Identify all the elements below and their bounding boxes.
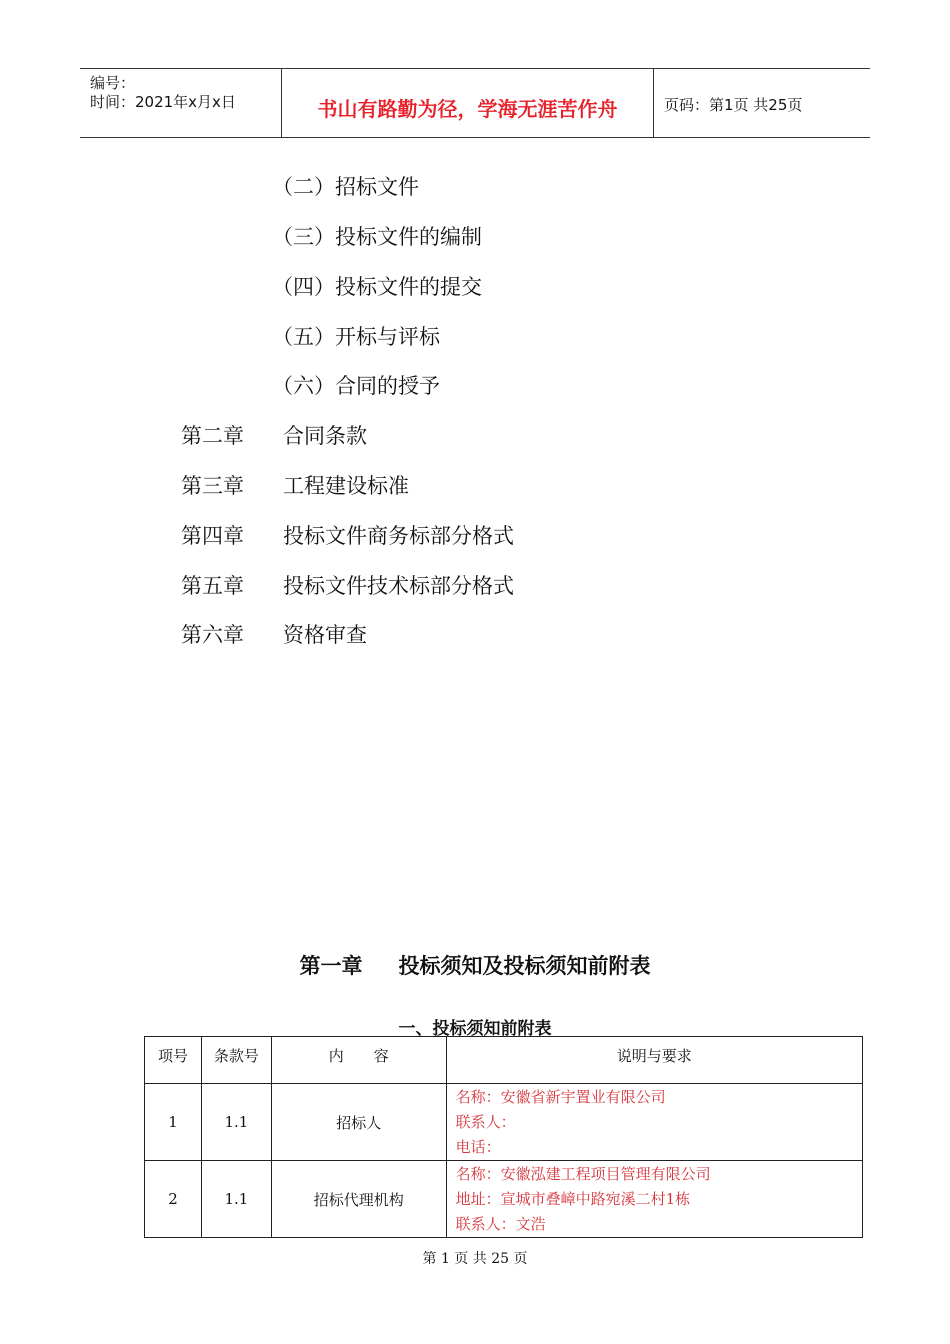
toc-chapter (181, 520, 514, 550)
requirement-line: 电话： (455, 1138, 501, 1156)
header-page-cell (654, 69, 870, 137)
table-header-cell: 内 容 (271, 1037, 446, 1084)
document-number-label: 编号： (90, 74, 136, 92)
toc-chapter-number: 第三章 (181, 474, 244, 498)
toc-chapter (181, 470, 409, 500)
bid-notice-table (144, 1036, 863, 1238)
toc-chapter (181, 619, 367, 649)
table-cell-clause: 1.1 (201, 1161, 271, 1238)
toc-subitem: （四）投标文件的提交 (272, 275, 482, 299)
toc-chapter-number: 第六章 (181, 623, 244, 647)
toc-chapter-number: 第五章 (181, 574, 244, 598)
table-cell-clause: 1.1 (201, 1084, 271, 1161)
table-header-row (145, 1037, 863, 1084)
requirement-line: 名称：安徽泓建工程项目管理有限公司 (455, 1165, 711, 1183)
table-cell-requirements (446, 1161, 862, 1238)
document-time: 时间：2021年x月x日 (90, 93, 236, 111)
toc-chapter (181, 420, 367, 450)
section-heading: 一、投标须知前附表 (398, 1019, 552, 1039)
toc-chapter-title: 投标文件技术标部分格式 (283, 574, 514, 598)
toc-chapter-title: 合同条款 (283, 424, 367, 448)
toc-subitem: （三）投标文件的编制 (272, 225, 482, 249)
toc-subitem: （六）合同的授予 (272, 374, 440, 398)
requirement-line: 联系人：文浩 (455, 1215, 546, 1233)
toc-chapter-number: 第二章 (181, 424, 244, 448)
page-footer: 第 1 页 共 25 页 (422, 1251, 528, 1267)
table-cell-content: 招标人 (271, 1084, 446, 1161)
requirement-line: 地址：宣城市叠嶂中路宛溪二村1栋 (455, 1190, 691, 1208)
toc-subitem: （五）开标与评标 (272, 325, 440, 349)
table-row (145, 1084, 863, 1161)
toc-chapter-number: 第四章 (181, 524, 244, 548)
table-header-cell: 条款号 (201, 1037, 271, 1084)
header-motto-cell (282, 69, 654, 137)
toc-chapter-title: 投标文件商务标部分格式 (283, 524, 514, 548)
requirement-line: 联系人： (455, 1113, 516, 1131)
table-header-cell: 项号 (145, 1037, 202, 1084)
toc-chapter-title: 工程建设标准 (283, 474, 409, 498)
table-cell-item: 2 (145, 1161, 202, 1238)
table-cell-item: 1 (145, 1084, 202, 1161)
chapter-heading (0, 950, 950, 980)
toc-chapter (181, 570, 514, 600)
table-cell-requirements (446, 1084, 862, 1161)
header-page-info: 页码：第1页 共25页 (664, 96, 803, 114)
toc-chapter-title: 资格审查 (283, 623, 367, 647)
toc-subitem: （二）招标文件 (272, 175, 419, 199)
requirement-line: 名称：安徽省新宇置业有限公司 (455, 1088, 666, 1106)
chapter-heading-title: 投标须知及投标须知前附表 (398, 954, 651, 978)
chapter-heading-number: 第一章 (299, 954, 363, 978)
table-cell-content: 招标代理机构 (271, 1161, 446, 1238)
table-header-cell: 说明与要求 (446, 1037, 862, 1084)
header-meta (80, 69, 282, 137)
page-header (80, 68, 870, 138)
header-motto: 书山有路勤为径，学海无涯苦作舟 (317, 97, 618, 121)
table-row (145, 1161, 863, 1238)
